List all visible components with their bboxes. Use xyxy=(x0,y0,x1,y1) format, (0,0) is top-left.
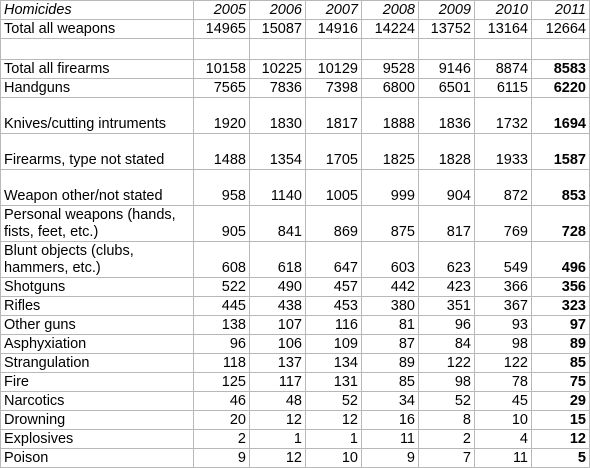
value-cell[interactable]: 84 xyxy=(419,335,475,354)
value-cell[interactable]: 15087 xyxy=(250,20,306,39)
value-cell[interactable]: 904 xyxy=(419,170,475,206)
value-cell[interactable]: 85 xyxy=(362,373,419,392)
value-cell[interactable]: 647 xyxy=(306,242,362,278)
value-cell[interactable]: 1488 xyxy=(194,134,250,170)
value-cell[interactable]: 1354 xyxy=(250,134,306,170)
value-cell[interactable]: 9528 xyxy=(362,60,419,79)
table-row xyxy=(1,170,590,206)
value-cell[interactable]: 48 xyxy=(250,392,306,411)
value-cell[interactable]: 14224 xyxy=(362,20,419,39)
value-cell[interactable]: 85 xyxy=(532,354,590,373)
value-cell[interactable]: 905 xyxy=(194,206,250,242)
value-cell[interactable]: 445 xyxy=(194,297,250,316)
value-cell[interactable]: 7565 xyxy=(194,79,250,98)
value-cell[interactable]: 117 xyxy=(250,373,306,392)
row-label-cell[interactable]: Explosives xyxy=(1,430,194,449)
table-row xyxy=(1,98,590,134)
table-row xyxy=(1,206,590,242)
value-cell[interactable]: 13164 xyxy=(475,20,532,39)
value-cell[interactable]: 457 xyxy=(306,278,362,297)
value-cell[interactable]: 380 xyxy=(362,297,419,316)
value-cell[interactable]: 5 xyxy=(532,449,590,468)
value-cell[interactable]: 109 xyxy=(306,335,362,354)
value-cell[interactable]: 1705 xyxy=(306,134,362,170)
row-label-cell[interactable]: Total all firearms xyxy=(1,60,194,79)
year-cell[interactable]: 2005 xyxy=(194,1,250,20)
row-label-cell[interactable]: Weapon other/not stated xyxy=(1,170,194,206)
row-label-cell[interactable]: Fire xyxy=(1,373,194,392)
value-cell[interactable]: 8874 xyxy=(475,60,532,79)
value-cell[interactable]: 6501 xyxy=(419,79,475,98)
row-label-cell[interactable]: Total all weapons xyxy=(1,20,194,39)
value-cell[interactable]: 853 xyxy=(532,170,590,206)
value-cell[interactable]: 9 xyxy=(362,449,419,468)
value-cell[interactable]: 490 xyxy=(250,278,306,297)
value-cell[interactable]: 366 xyxy=(475,278,532,297)
value-cell[interactable]: 12664 xyxy=(532,20,590,39)
value-cell[interactable]: 1732 xyxy=(475,98,532,134)
year-cell[interactable]: 2006 xyxy=(250,1,306,20)
value-cell[interactable]: 96 xyxy=(194,335,250,354)
row-label-cell[interactable] xyxy=(1,39,194,60)
row-label-cell[interactable]: Narcotics xyxy=(1,392,194,411)
table-row xyxy=(1,335,590,354)
value-cell[interactable]: 7398 xyxy=(306,79,362,98)
value-cell[interactable] xyxy=(194,39,250,60)
table-row xyxy=(1,242,590,278)
value-cell[interactable]: 1830 xyxy=(250,98,306,134)
value-cell[interactable]: 10129 xyxy=(306,60,362,79)
year-cell[interactable]: 2011 xyxy=(532,1,590,20)
value-cell[interactable]: 107 xyxy=(250,316,306,335)
value-cell[interactable]: 1 xyxy=(306,430,362,449)
value-cell[interactable]: 817 xyxy=(419,206,475,242)
value-cell[interactable]: 1817 xyxy=(306,98,362,134)
value-cell[interactable]: 6800 xyxy=(362,79,419,98)
value-cell[interactable]: 1825 xyxy=(362,134,419,170)
value-cell[interactable]: 12 xyxy=(532,430,590,449)
table-row xyxy=(1,392,590,411)
value-cell[interactable]: 134 xyxy=(306,354,362,373)
value-cell[interactable]: 841 xyxy=(250,206,306,242)
value-cell[interactable]: 453 xyxy=(306,297,362,316)
value-cell[interactable]: 6115 xyxy=(475,79,532,98)
row-label-cell[interactable]: Shotguns xyxy=(1,278,194,297)
row-label-cell[interactable]: Knives/cutting intruments xyxy=(1,98,194,134)
value-cell[interactable]: 423 xyxy=(419,278,475,297)
value-cell[interactable]: 10 xyxy=(475,411,532,430)
table-row xyxy=(1,449,590,468)
value-cell[interactable]: 6220 xyxy=(532,79,590,98)
row-label-cell[interactable]: Other guns xyxy=(1,316,194,335)
table-row xyxy=(1,134,590,170)
value-cell[interactable]: 8583 xyxy=(532,60,590,79)
value-cell[interactable] xyxy=(475,39,532,60)
value-cell[interactable]: 89 xyxy=(362,354,419,373)
value-cell[interactable]: 522 xyxy=(194,278,250,297)
table-row xyxy=(1,20,590,39)
value-cell[interactable]: 7836 xyxy=(250,79,306,98)
value-cell[interactable]: 45 xyxy=(475,392,532,411)
row-label-cell[interactable]: Strangulation xyxy=(1,354,194,373)
header-row xyxy=(1,1,590,20)
value-cell[interactable]: 13752 xyxy=(419,20,475,39)
table-row xyxy=(1,316,590,335)
value-cell[interactable]: 618 xyxy=(250,242,306,278)
value-cell[interactable]: 81 xyxy=(362,316,419,335)
value-cell[interactable]: 52 xyxy=(306,392,362,411)
value-cell[interactable]: 34 xyxy=(362,392,419,411)
value-cell[interactable]: 122 xyxy=(475,354,532,373)
value-cell[interactable]: 9 xyxy=(194,449,250,468)
value-cell[interactable] xyxy=(306,39,362,60)
value-cell[interactable]: 2 xyxy=(419,430,475,449)
value-cell[interactable]: 14916 xyxy=(306,20,362,39)
value-cell[interactable]: 11 xyxy=(362,430,419,449)
value-cell[interactable] xyxy=(250,39,306,60)
value-cell[interactable]: 4 xyxy=(475,430,532,449)
value-cell[interactable]: 356 xyxy=(532,278,590,297)
value-cell[interactable]: 20 xyxy=(194,411,250,430)
value-cell[interactable]: 999 xyxy=(362,170,419,206)
value-cell[interactable]: 12 xyxy=(306,411,362,430)
value-cell[interactable]: 549 xyxy=(475,242,532,278)
value-cell[interactable]: 131 xyxy=(306,373,362,392)
value-cell[interactable]: 1694 xyxy=(532,98,590,134)
value-cell[interactable]: 12 xyxy=(250,449,306,468)
value-cell[interactable]: 1005 xyxy=(306,170,362,206)
value-cell[interactable]: 118 xyxy=(194,354,250,373)
value-cell[interactable]: 1 xyxy=(250,430,306,449)
value-cell[interactable]: 7 xyxy=(419,449,475,468)
value-cell[interactable] xyxy=(419,39,475,60)
value-cell[interactable]: 496 xyxy=(532,242,590,278)
value-cell[interactable]: 323 xyxy=(532,297,590,316)
row-label-cell[interactable]: Poison xyxy=(1,449,194,468)
table-row xyxy=(1,354,590,373)
value-cell[interactable]: 10225 xyxy=(250,60,306,79)
header-label-cell[interactable]: Homicides xyxy=(1,1,194,20)
table-row xyxy=(1,373,590,392)
table-row xyxy=(1,39,590,60)
year-cell[interactable]: 2010 xyxy=(475,1,532,20)
value-cell[interactable]: 98 xyxy=(475,335,532,354)
value-cell[interactable]: 106 xyxy=(250,335,306,354)
value-cell[interactable]: 728 xyxy=(532,206,590,242)
value-cell[interactable]: 46 xyxy=(194,392,250,411)
value-cell[interactable]: 769 xyxy=(475,206,532,242)
table-row xyxy=(1,297,590,316)
value-cell[interactable]: 623 xyxy=(419,242,475,278)
value-cell[interactable]: 608 xyxy=(194,242,250,278)
value-cell[interactable]: 122 xyxy=(419,354,475,373)
table-row xyxy=(1,278,590,297)
row-label-cell[interactable]: Rifles xyxy=(1,297,194,316)
year-cell[interactable]: 2007 xyxy=(306,1,362,20)
value-cell[interactable]: 351 xyxy=(419,297,475,316)
value-cell[interactable]: 14965 xyxy=(194,20,250,39)
value-cell[interactable]: 1888 xyxy=(362,98,419,134)
value-cell[interactable]: 872 xyxy=(475,170,532,206)
value-cell[interactable]: 603 xyxy=(362,242,419,278)
value-cell[interactable]: 116 xyxy=(306,316,362,335)
table-row xyxy=(1,411,590,430)
value-cell[interactable]: 438 xyxy=(250,297,306,316)
value-cell[interactable]: 96 xyxy=(419,316,475,335)
value-cell[interactable]: 12 xyxy=(250,411,306,430)
value-cell[interactable]: 367 xyxy=(475,297,532,316)
value-cell[interactable]: 125 xyxy=(194,373,250,392)
value-cell[interactable]: 89 xyxy=(532,335,590,354)
value-cell[interactable]: 1140 xyxy=(250,170,306,206)
value-cell[interactable]: 9146 xyxy=(419,60,475,79)
table-row xyxy=(1,60,590,79)
table-row xyxy=(1,430,590,449)
value-cell[interactable]: 1587 xyxy=(532,134,590,170)
value-cell[interactable]: 958 xyxy=(194,170,250,206)
value-cell[interactable]: 11 xyxy=(475,449,532,468)
row-label-cell[interactable]: Firearms, type not stated xyxy=(1,134,194,170)
value-cell[interactable]: 97 xyxy=(532,316,590,335)
value-cell[interactable]: 93 xyxy=(475,316,532,335)
value-cell[interactable]: 137 xyxy=(250,354,306,373)
value-cell[interactable]: 8 xyxy=(419,411,475,430)
value-cell[interactable]: 1828 xyxy=(419,134,475,170)
value-cell[interactable]: 10158 xyxy=(194,60,250,79)
value-cell[interactable]: 29 xyxy=(532,392,590,411)
row-label-cell[interactable]: Handguns xyxy=(1,79,194,98)
value-cell[interactable]: 98 xyxy=(419,373,475,392)
value-cell[interactable]: 875 xyxy=(362,206,419,242)
value-cell[interactable]: 15 xyxy=(532,411,590,430)
value-cell[interactable] xyxy=(532,39,590,60)
value-cell[interactable]: 1836 xyxy=(419,98,475,134)
value-cell[interactable]: 78 xyxy=(475,373,532,392)
value-cell[interactable]: 52 xyxy=(419,392,475,411)
row-label-cell[interactable]: Personal weapons (hands, fists, feet, etc.) xyxy=(1,206,194,242)
table-row xyxy=(1,79,590,98)
value-cell[interactable]: 10 xyxy=(306,449,362,468)
value-cell[interactable]: 75 xyxy=(532,373,590,392)
value-cell[interactable]: 138 xyxy=(194,316,250,335)
value-cell[interactable]: 16 xyxy=(362,411,419,430)
row-label-cell[interactable]: Drowning xyxy=(1,411,194,430)
value-cell[interactable] xyxy=(362,39,419,60)
value-cell[interactable]: 1920 xyxy=(194,98,250,134)
year-cell[interactable]: 2008 xyxy=(362,1,419,20)
value-cell[interactable]: 869 xyxy=(306,206,362,242)
row-label-cell[interactable]: Asphyxiation xyxy=(1,335,194,354)
value-cell[interactable]: 2 xyxy=(194,430,250,449)
row-label-cell[interactable]: Blunt objects (clubs, hammers, etc.) xyxy=(1,242,194,278)
value-cell[interactable]: 87 xyxy=(362,335,419,354)
value-cell[interactable]: 1933 xyxy=(475,134,532,170)
year-cell[interactable]: 2009 xyxy=(419,1,475,20)
value-cell[interactable]: 442 xyxy=(362,278,419,297)
